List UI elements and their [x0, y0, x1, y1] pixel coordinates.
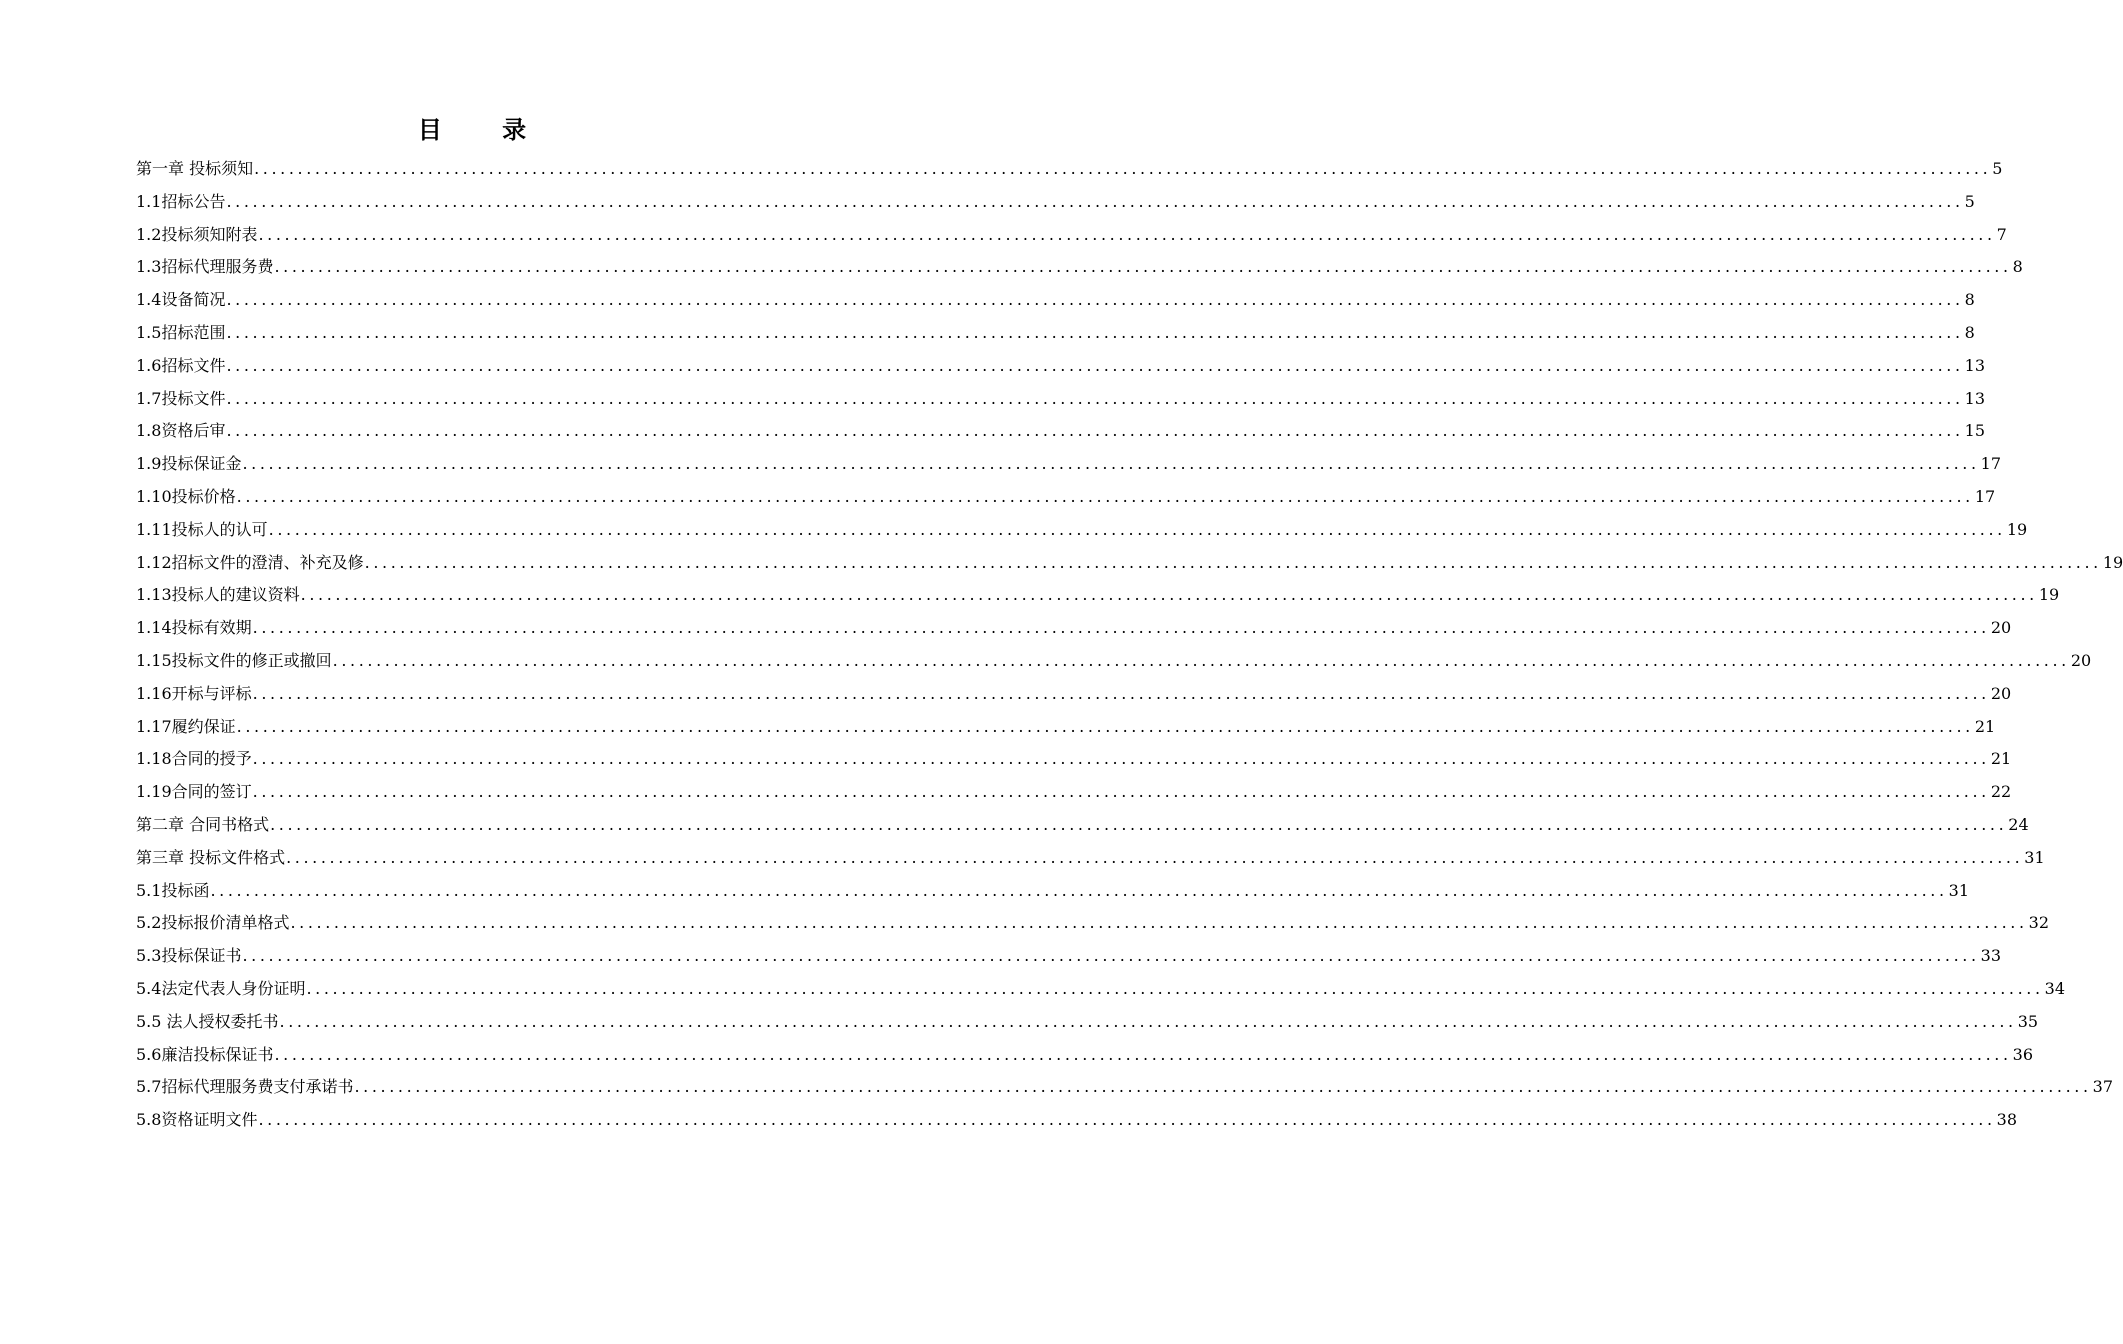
toc-entry[interactable] [136, 153, 2003, 186]
toc-dot-leader: ........................................................................................................................................................................................................ [286, 847, 2024, 867]
toc-entry-label: 第三章 投标文件格式 [136, 847, 286, 867]
toc-entry[interactable] [136, 448, 2001, 481]
toc-entry-label: 1.1招标公告 [136, 191, 226, 211]
toc-entry-label: 1.11投标人的认可 [136, 519, 268, 539]
toc-dot-leader: ........................................................................................................................................................................................................ [258, 1110, 1996, 1130]
toc-entry-label: 1.3招标代理服务费 [136, 257, 274, 277]
toc-dot-leader: ........................................................................................................................................................................................................ [258, 224, 1996, 244]
toc-entry-label: 1.5招标范围 [136, 322, 226, 342]
toc-dot-leader: ........................................................................................................................................................................................................ [332, 650, 2070, 670]
toc-entry[interactable] [136, 481, 1996, 514]
table-of-contents [136, 153, 2123, 1137]
toc-dot-leader: ........................................................................................................................................................................................................ [242, 946, 1980, 966]
toc-entry-label: 1.15投标文件的修正或撤回 [136, 650, 332, 670]
toc-entry-page-number: 13 [1964, 355, 1985, 375]
toc-entry-label: 1.7投标文件 [136, 388, 226, 408]
toc-entry-label: 1.12招标文件的澄清、补充及修 [136, 552, 364, 572]
toc-entry-label: 5.8资格证明文件 [136, 1110, 258, 1130]
toc-entry-label: 1.19合同的签订 [136, 782, 252, 802]
toc-entry[interactable] [136, 776, 2012, 809]
toc-entry[interactable] [136, 907, 2049, 940]
toc-entry-page-number: 31 [1948, 880, 1969, 900]
toc-dot-leader: ........................................................................................................................................................................................................ [252, 782, 1990, 802]
toc-entry-page-number: 20 [1990, 683, 2012, 703]
toc-entry-page-number: 20 [2070, 650, 2092, 670]
toc-entry[interactable] [136, 973, 2065, 1006]
toc-entry-page-number: 7 [1996, 224, 2007, 244]
toc-entry[interactable] [136, 251, 2023, 284]
toc-entry-label: 5.5 法人授权委托书 [136, 1011, 279, 1031]
toc-dot-leader: ........................................................................................................................................................................................................ [236, 716, 1974, 736]
toc-entry[interactable] [136, 415, 1985, 448]
toc-entry[interactable] [136, 350, 1985, 383]
toc-entry[interactable] [136, 842, 2045, 875]
toc-entry-page-number: 5 [1992, 159, 2003, 178]
toc-entry[interactable] [136, 645, 2092, 678]
toc-entry-label: 1.2投标须知附表 [136, 224, 258, 244]
toc-entry-page-number: 19 [2006, 519, 2028, 539]
toc-entry-page-number: 17 [1980, 454, 2001, 474]
toc-entry-page-number: 19 [2038, 585, 2060, 605]
toc-entry-page-number: 36 [2012, 1044, 2033, 1064]
toc-dot-leader: ........................................................................................................................................................................................................ [306, 978, 2044, 998]
toc-dot-leader: ........................................................................................................................................................................................................ [226, 191, 1964, 211]
toc-entry[interactable] [136, 1039, 2033, 1072]
toc-entry[interactable] [136, 1104, 2017, 1137]
toc-entry-label: 1.9投标保证金 [136, 454, 242, 474]
toc-dot-leader: ........................................................................................................................................................................................................ [252, 683, 1990, 703]
toc-dot-leader: ........................................................................................................................................................................................................ [364, 552, 2102, 572]
toc-entry[interactable] [136, 612, 2012, 645]
toc-dot-leader: ........................................................................................................................................................................................................ [274, 1044, 2012, 1064]
toc-entry-label: 5.3投标保证书 [136, 946, 242, 966]
toc-entry[interactable] [136, 875, 1969, 908]
toc-entry[interactable] [136, 809, 2029, 842]
toc-entry[interactable] [136, 383, 1985, 416]
toc-entry-label: 1.8资格后审 [136, 421, 226, 441]
toc-entry-page-number: 32 [2028, 913, 2049, 933]
toc-entry[interactable] [136, 940, 2001, 973]
toc-entry[interactable] [136, 186, 1975, 219]
toc-entry-page-number: 34 [2044, 978, 2065, 998]
toc-entry-page-number: 38 [1996, 1110, 2017, 1130]
toc-dot-leader: ........................................................................................................................................................................................................ [268, 519, 2006, 539]
toc-dot-leader: ........................................................................................................................................................................................................ [270, 814, 2008, 834]
toc-dot-leader: ........................................................................................................................................................................................................ [210, 880, 1948, 900]
toc-entry[interactable] [136, 579, 2060, 612]
toc-dot-leader: ........................................................................................................................................................................................................ [226, 355, 1964, 375]
toc-entry-label: 1.4设备简况 [136, 290, 226, 310]
toc-entry-page-number: 37 [2092, 1077, 2113, 1097]
toc-entry-page-number: 13 [1964, 388, 1985, 408]
toc-entry-label: 5.4法定代表人身份证明 [136, 978, 306, 998]
toc-dot-leader: ........................................................................................................................................................................................................ [252, 749, 1990, 769]
page-title: 目 录 [417, 116, 553, 144]
toc-entry-page-number: 35 [2017, 1011, 2039, 1031]
toc-entry-label: 1.14投标有效期 [136, 618, 252, 638]
toc-entry-page-number: 15 [1964, 421, 1985, 441]
toc-dot-leader: ........................................................................................................................................................................................................ [242, 454, 1980, 474]
toc-entry-page-number: 17 [1974, 486, 1996, 506]
toc-entry-page-number: 21 [1974, 716, 1996, 736]
toc-entry-label: 1.18合同的授予 [136, 749, 252, 769]
toc-dot-leader: ........................................................................................................................................................................................................ [252, 618, 1990, 638]
toc-entry-label: 1.17履约保证 [136, 716, 236, 736]
toc-entry[interactable] [136, 219, 2007, 252]
toc-entry[interactable] [136, 317, 1975, 350]
toc-entry-page-number: 33 [1980, 946, 2001, 966]
toc-entry[interactable] [136, 711, 1996, 744]
toc-entry-page-number: 21 [1990, 749, 2012, 769]
toc-entry-label: 第一章 投标须知 [136, 159, 254, 178]
toc-entry-page-number: 22 [1990, 782, 2012, 802]
toc-dot-leader: ........................................................................................................................................................................................................ [226, 421, 1964, 441]
toc-entry[interactable] [136, 1006, 2039, 1039]
toc-entry-page-number: 19 [2102, 552, 2123, 572]
toc-dot-leader: ........................................................................................................................................................................................................ [226, 290, 1964, 310]
toc-entry-label: 1.13投标人的建议资料 [136, 585, 300, 605]
toc-entry[interactable] [136, 678, 2012, 711]
toc-entry-label: 1.16开标与评标 [136, 683, 252, 703]
toc-entry-page-number: 20 [1990, 618, 2012, 638]
toc-entry-label: 1.10投标价格 [136, 486, 236, 506]
toc-dot-leader: ........................................................................................................................................................................................................ [274, 257, 2012, 277]
toc-entry[interactable] [136, 743, 2012, 776]
toc-dot-leader: ........................................................................................................................................................................................................ [254, 159, 1992, 178]
toc-entry[interactable] [136, 547, 2123, 580]
toc-entry[interactable] [136, 1071, 2113, 1104]
toc-entry-page-number: 31 [2024, 847, 2045, 867]
toc-entry-page-number: 8 [2012, 257, 2023, 277]
toc-entry-label: 5.6廉洁投标保证书 [136, 1044, 274, 1064]
toc-entry-label: 5.7招标代理服务费支付承诺书 [136, 1077, 354, 1097]
toc-dot-leader: ........................................................................................................................................................................................................ [290, 913, 2028, 933]
toc-dot-leader: ........................................................................................................................................................................................................ [226, 388, 1964, 408]
toc-entry-label: 5.1投标函 [136, 880, 210, 900]
toc-entry-page-number: 8 [1964, 322, 1975, 342]
toc-entry-page-number: 5 [1964, 191, 1975, 211]
toc-entry-page-number: 8 [1964, 290, 1975, 310]
toc-entry[interactable] [136, 514, 2028, 547]
toc-entry-label: 1.6招标文件 [136, 355, 226, 375]
toc-entry-page-number: 24 [2008, 814, 2029, 834]
toc-dot-leader: ........................................................................................................................................................................................................ [354, 1077, 2092, 1097]
toc-dot-leader: ........................................................................................................................................................................................................ [226, 322, 1964, 342]
toc-entry-label: 第二章 合同书格式 [136, 814, 270, 834]
toc-dot-leader: ........................................................................................................................................................................................................ [300, 585, 2038, 605]
toc-entry-label: 5.2投标报价清单格式 [136, 913, 290, 933]
toc-entry[interactable] [136, 284, 1975, 317]
toc-dot-leader: ........................................................................................................................................................................................................ [279, 1011, 2017, 1031]
toc-dot-leader: ........................................................................................................................................................................................................ [236, 486, 1974, 506]
